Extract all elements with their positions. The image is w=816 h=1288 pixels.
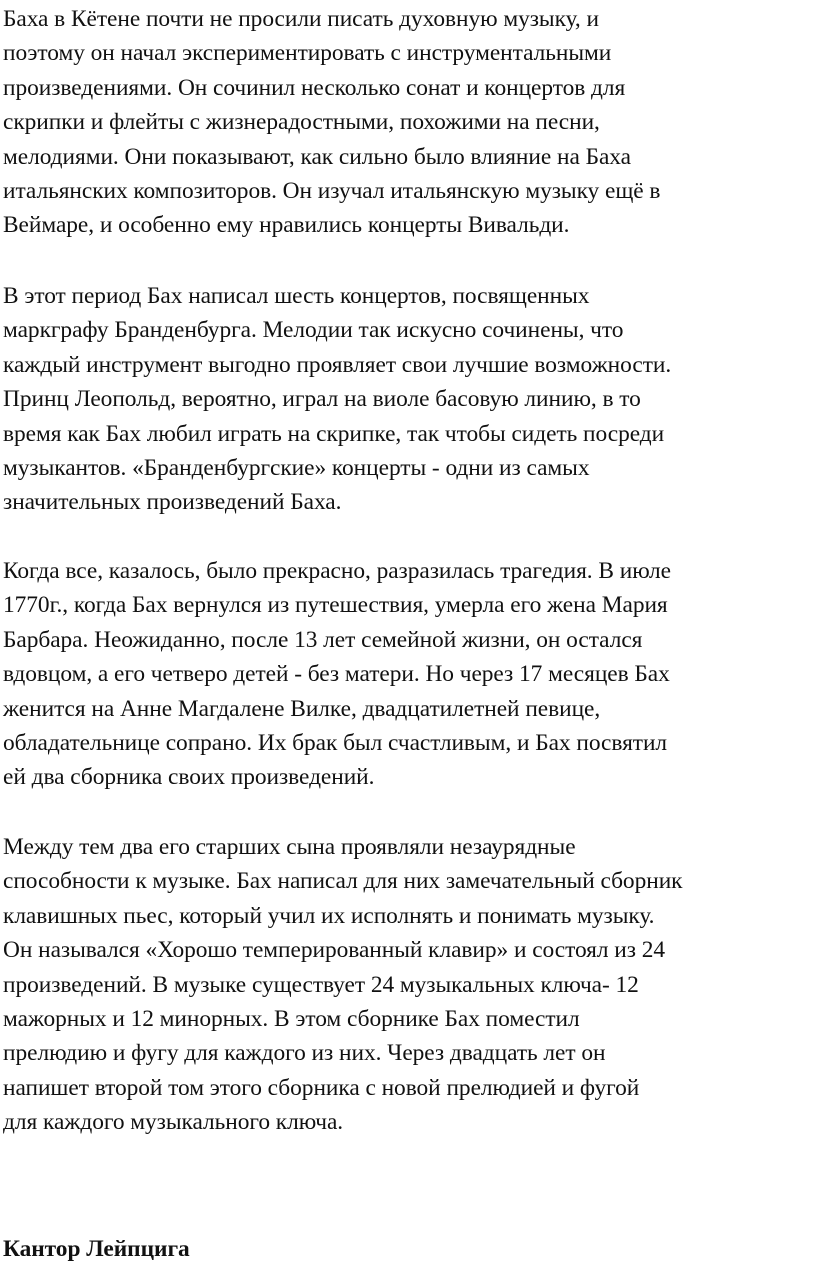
text-line: значительных произведений Баха. <box>3 489 342 516</box>
text-line: мажорных и 12 минорных. В этом сборнике Бах поместил <box>3 1006 580 1033</box>
paragraph-tragedy <box>3 554 671 795</box>
text-line: напишет второй том этого сборника с новой прелюдией и фугой <box>3 1074 640 1101</box>
text-line: мелодиями. Они показывают, как сильно было влияние на Баха <box>3 143 631 170</box>
text-line: для каждого музыкального ключа. <box>3 1109 344 1136</box>
text-line: женится на Анне Магдалене Вилке, двадцатилетней певице, <box>3 695 601 722</box>
text-line: произведений. В музыке существует 24 музыкальных ключа- 12 <box>3 971 639 998</box>
text-line: способности к музыке. Бах написал для них замечательный сборник <box>3 868 683 895</box>
paragraph-koethen <box>3 2 660 243</box>
text-line: время как Бах любил играть на скрипке, так чтобы сидеть посреди <box>3 420 665 447</box>
text-line: Принц Леопольд, вероятно, играл на виоле басовую линию, в то <box>3 386 641 413</box>
text-line: Веймаре, и особенно ему нравились концерты Вивальди. <box>3 212 570 239</box>
text-line: обладательнице сопрано. Их брак был счастливым, и Бах посвятил <box>3 730 668 757</box>
text-line: ей два сборника своих произведений. <box>3 764 375 791</box>
text-line: Между тем два его старших сына проявляли незаурядные <box>3 834 576 860</box>
text-line: Он назывался «Хорошо темперированный клавир» и состоял из 24 <box>3 937 666 964</box>
text-line: музыкантов. «Бранденбургские» концерты - одни из самых <box>3 455 590 482</box>
text-line: В этот период Бах написал шесть концертов, посвященных <box>3 283 590 309</box>
text-line: маркграфу Бранденбурга. Мелодии так искусно сочинены, что <box>3 317 624 344</box>
text-line: 1770г., когда Бах вернулся из путешествия, умерла его жена Мария <box>3 592 668 619</box>
text-line: итальянских композиторов. Он изучал итальянскую музыку ещё в <box>3 178 661 205</box>
text-line: каждый инструмент выгодно проявляет свои лучшие возможности. <box>3 351 672 378</box>
text-line: Баха в Кётене почти не просили писать духовную музыку, и <box>3 6 599 32</box>
text-line: скрипки и флейты с жизнерадостными, похожими на песни, <box>3 109 600 136</box>
text-line: прелюдию и фугу для каждого из них. Через двадцать лет он <box>3 1040 606 1067</box>
text-line: произведениями. Он сочинил несколько сонат и концертов для <box>3 74 626 101</box>
paragraph-well-tempered-clavier <box>3 830 682 1140</box>
paragraph-brandenburg <box>3 279 671 520</box>
text-line: поэтому он начал экспериментировать с инструментальными <box>3 40 612 67</box>
text-line: вдовцом, а его четверо детей - без матери. Но через 17 месяцев Бах <box>3 661 670 688</box>
text-line: клавишных пьес, который учил их исполнять и понимать музыку. <box>3 902 655 929</box>
text-line: Барбара. Неожиданно, после 13 лет семейной жизни, он остался <box>3 626 643 653</box>
section-heading: Кантор Лейпцига <box>3 1236 190 1262</box>
text-line: Когда все, казалось, было прекрасно, разразилась трагедия. В июле <box>3 558 671 584</box>
